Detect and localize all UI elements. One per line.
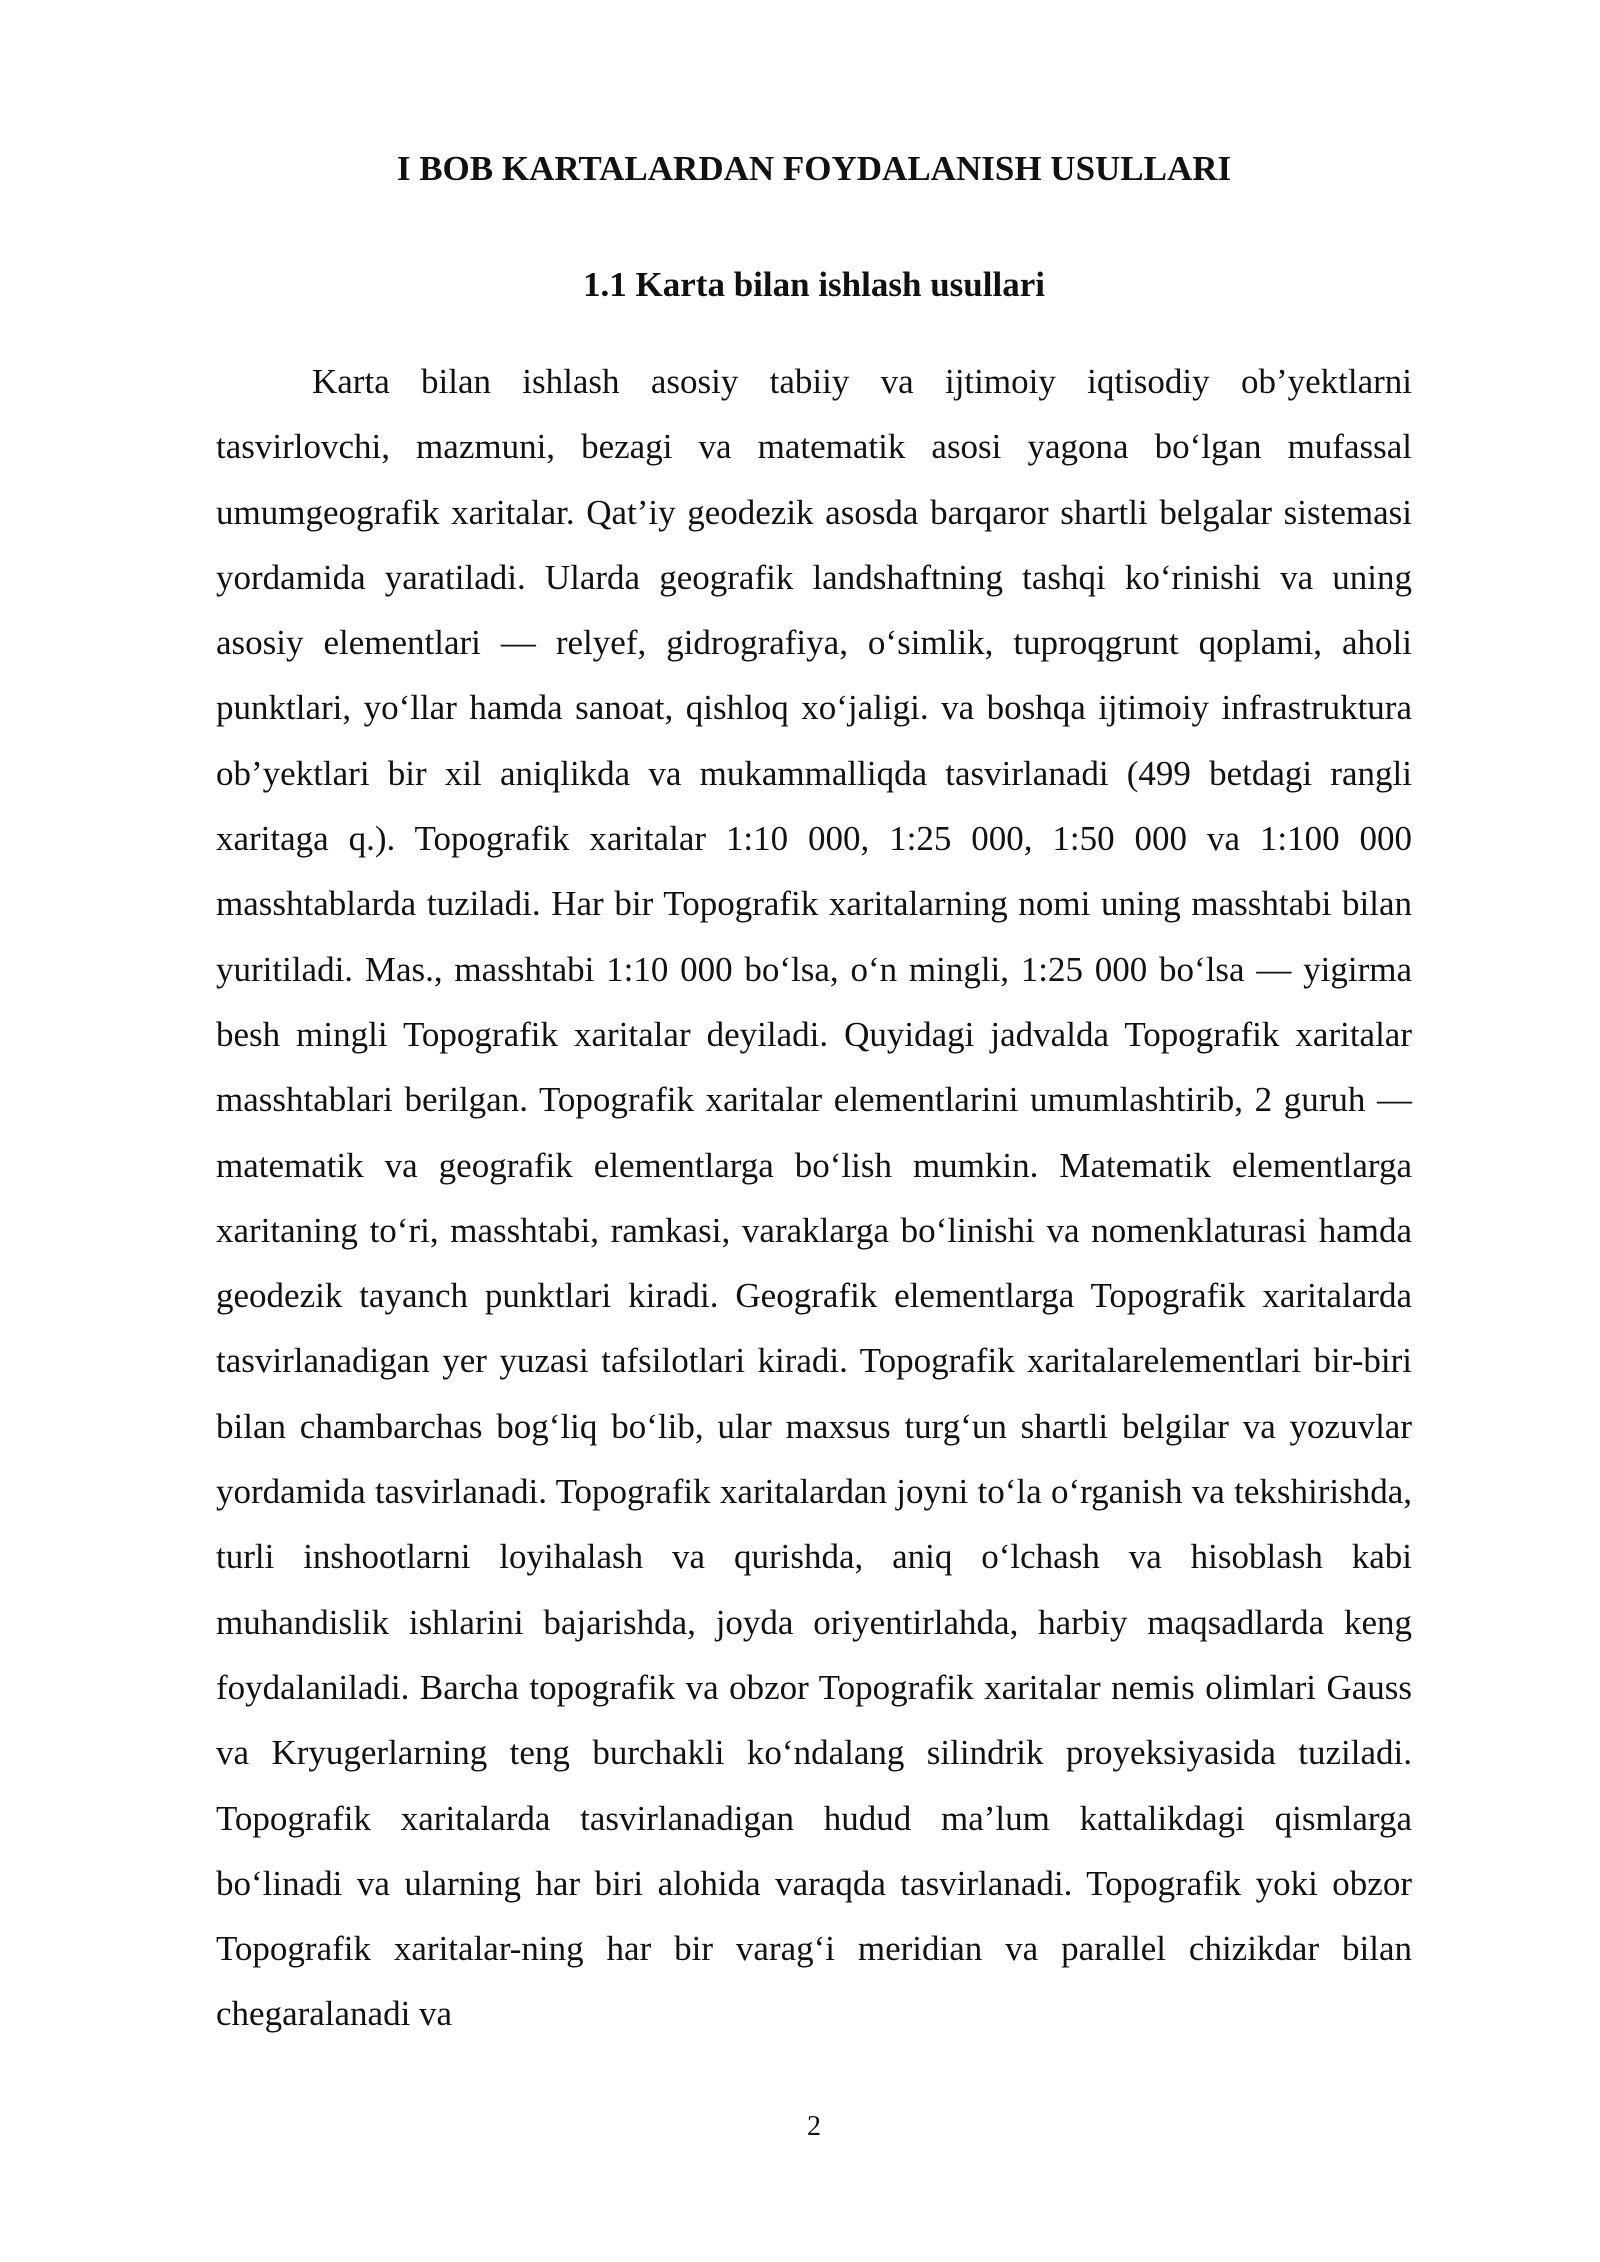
body-paragraph: Karta bilan ishlash asosiy tabiiy va ijtimoiy iqtisodiy ob’yektlarni tasvirlovchi, mazmuni, bezagi va matematik asosi yagona bo‘lgan mufassal umumgeografik xaritalar. Qat’iy geodezik asosda barqaror shartli belgalar sistemasi yordamida yaratiladi. Ularda geografik landshaftning tashqi ko‘rinishi va uning asosiy elementlari — relyef, gidrografiya, o‘simlik, tuproqgrunt qoplami, aholi punktlari, yo‘llar hamda sanoat, qishloq xo‘jaligi. va boshqa ijtimoiy infrastruktura ob’yektlari bir xil aniqlikda va mukammalliqda tasvirlanadi (499 betdagi rangli xaritaga q.). Topografik xaritalar 1:10 000, 1:25 000, 1:50 000 va 1:100 000 masshtablarda tuziladi. Har bir Topografik xaritalarning nomi uning masshtabi bilan yuritiladi. Mas., masshtabi 1:10 000 bo‘lsa, o‘n mingli, 1:25 000 bo‘lsa — yigirma besh mingli Topografik xaritalar deyiladi. Quyidagi jadvalda Topografik xaritalar masshtablari berilgan. Topografik xaritalar elementlarini umumlashtirib, 2 guruh — matematik va geografik elementlarga bo‘lish mumkin. Matematik elementlarga xaritaning to‘ri, masshtabi, ramkasi, varaklarga bo‘linishi va nomenklaturasi hamda geodezik tayanch punktlari kiradi. Geografik elementlarga Topografik xaritalarda tasvirlanadigan yer yuzasi tafsilotlari kiradi. Topografik xaritalarelementlari bir-biri bilan chambarchas bog‘liq bo‘lib, ular maxsus turg‘un shartli belgilar va yozuvlar yordamida tasvirlanadi. Topografik xaritalardan joyni to‘la o‘rganish va tekshirishda, turli inshootlarni loyihalash va qurishda, aniq o‘lchash va hisoblash kabi muhandislik ishlarini bajarishda, joyda oriyentirlahda, harbiy maqsadlarda keng foydalaniladi. Barcha topografik va obzor Topografik xaritalar nemis olimlari Gauss va Kryugerlarning teng burchakli ko‘ndalang silindrik proyeksiyasida tuziladi. Topografik xaritalarda tasvirlanadigan hudud ma’lum kattalikdagi qismlarga bo‘linadi va ularning har biri alohida varaqda tasvirlanadi. Topografik yoki obzor Topografik xaritalar-ning har bir varag‘i meridian va parallel chizikdar bilan chegaralanadi va: [216, 362, 1412, 2034]
chapter-title: I BOB KARTALARDAN FOYDALANISH USULLARI: [396, 149, 1232, 188]
section-title: 1.1 Karta bilan ishlash usullari: [583, 265, 1045, 304]
page-number: 2: [807, 2111, 821, 2142]
